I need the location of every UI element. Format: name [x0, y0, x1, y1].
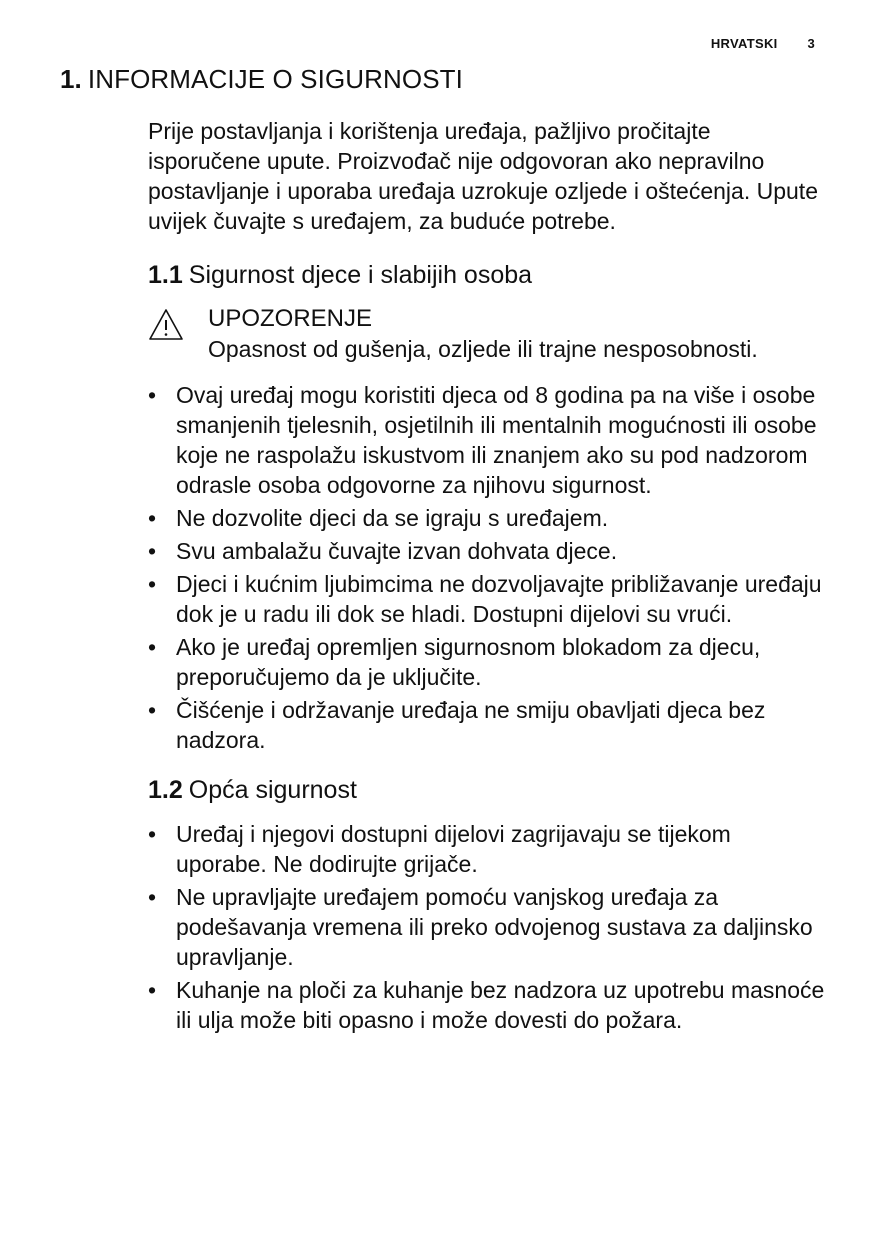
bullet-dot: •	[148, 538, 157, 564]
subsection-2-number: 1.2	[148, 776, 183, 804]
list-item	[148, 503, 828, 533]
list-item-text: Uređaj i njegovi dostupni dijelovi zagrijavaju se tijekom uporabe. Ne dodirujte grijače.	[176, 821, 731, 877]
list-item	[148, 632, 828, 692]
bullet-dot: •	[148, 884, 157, 910]
bullet-list-2	[148, 819, 828, 1035]
warning-box	[148, 304, 828, 364]
list-item-text: Svu ambalažu čuvajte izvan dohvata djece.	[176, 538, 618, 564]
bullet-list-1	[148, 380, 828, 755]
list-item	[148, 819, 828, 879]
list-item	[148, 882, 828, 972]
bullet-dot: •	[148, 697, 157, 723]
list-item-text: Čišćenje i održavanje uređaja ne smiju obavljati djeca bez nadzora.	[176, 697, 766, 753]
list-item	[148, 695, 828, 755]
warning-triangle-icon	[148, 308, 184, 342]
bullet-dot: •	[148, 505, 157, 531]
bullet-dot: •	[148, 977, 157, 1003]
warning-text: Opasnost od gušenja, ozljede ili trajne nesposobnosti.	[208, 336, 758, 362]
header-language: HRVATSKI	[710, 36, 778, 51]
list-item-text: Ne dozvolite djeci da se igraju s uređajem.	[176, 505, 609, 531]
list-item-text: Kuhanje na ploči za kuhanje bez nadzora uz upotrebu masnoće ili ulja može biti opasno i može dovesti do požara.	[176, 977, 825, 1033]
section-number: 1.	[60, 64, 82, 94]
subsection-1-title: Sigurnost djece i slabijih osoba	[188, 261, 533, 289]
bullet-dot: •	[148, 382, 157, 408]
bullet-dot: •	[148, 634, 157, 660]
main-content	[148, 116, 828, 1053]
list-item-text: Ako je uređaj opremljen sigurnosnom blokadom za djecu, preporučujemo da je uključite.	[176, 634, 761, 690]
warning-title: UPOZORENJE	[208, 305, 373, 332]
list-item-text: Ovaj uređaj mogu koristiti djeca od 8 godina pa na više i osobe smanjenih tjelesnih, osjetilnih ili mentalnih mogućnosti ili osobe koje ne raspolažu iskustvom ili znanjem ako su pod nadzorom odrasle osoba odgovorne za njihovu sigurnost.	[176, 382, 817, 498]
subsection-2-heading	[148, 773, 828, 807]
list-item	[148, 975, 828, 1035]
section-title-text: INFORMACIJE O SIGURNOSTI	[87, 64, 463, 94]
subsection-1-number: 1.1	[148, 261, 183, 289]
list-item-text: Djeci i kućnim ljubimcima ne dozvoljavajte približavanje uređaju dok je u radu ili dok se hladi. Dostupni dijelovi su vrući.	[176, 571, 822, 627]
page-header	[711, 36, 815, 51]
subsection-1-heading	[148, 258, 828, 292]
section-title	[60, 64, 463, 95]
list-item	[148, 380, 828, 500]
list-item-text: Ne upravljajte uređajem pomoću vanjskog uređaja za podešavanja vremena ili preko odvojenog sustava za daljinsko upravljanje.	[176, 884, 813, 970]
list-item	[148, 569, 828, 629]
subsection-2-title: Opća sigurnost	[188, 776, 357, 804]
page-number: 3	[807, 36, 815, 51]
bullet-dot: •	[148, 821, 157, 847]
bullet-dot: •	[148, 571, 157, 597]
list-item	[148, 536, 828, 566]
intro-paragraph: Prije postavljanja i korištenja uređaja, pažljivo pročitajte isporučene upute. Proizvođač nije odgovoran ako nepravilno postavljanje i uporaba uređaja uzrokuje ozljede i oštećenja. Upute uvijek čuvajte s uređajem, za buduće potrebe.	[148, 118, 818, 234]
